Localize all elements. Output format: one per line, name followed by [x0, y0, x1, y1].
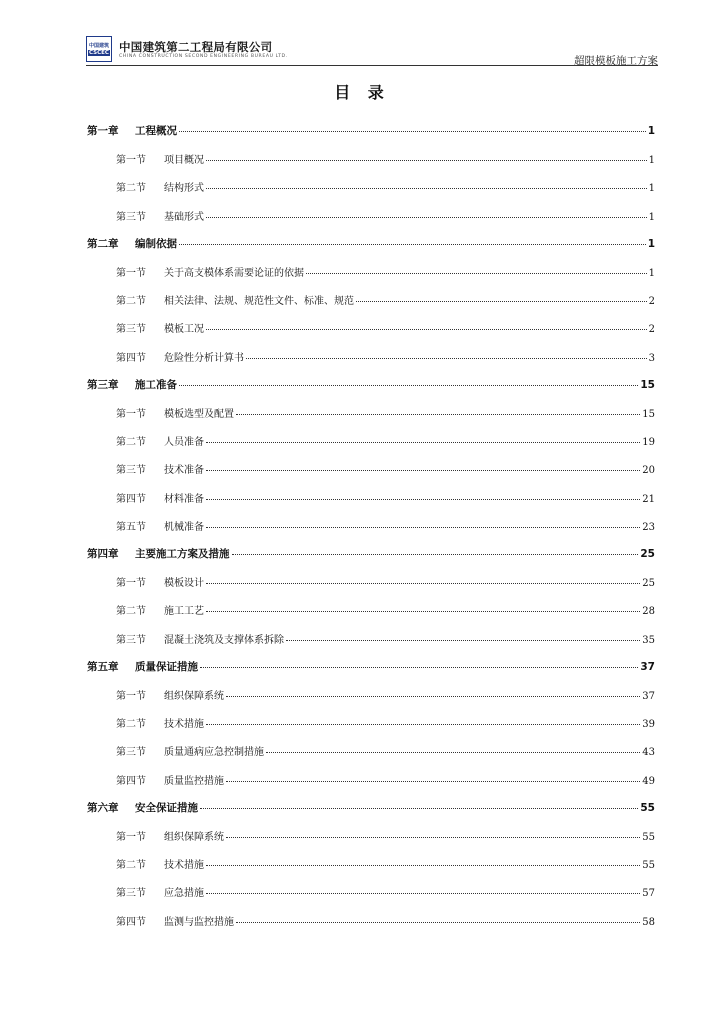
toc-section-entry[interactable]: [116, 743, 655, 759]
toc-dot-leader: [266, 752, 640, 753]
toc-section-entry[interactable]: [116, 715, 655, 731]
toc-entry-number: 第三节: [116, 465, 146, 477]
toc-entry-page: 43: [642, 747, 655, 759]
toc-entry-number: 第二章: [87, 237, 119, 250]
toc-entry-number: 第一节: [116, 409, 146, 420]
toc-chapter-entry[interactable]: [87, 659, 655, 675]
toc-entry-title: 组织保障系统: [164, 691, 224, 702]
toc-section-entry[interactable]: [116, 828, 655, 844]
toc-entry-page: 1: [648, 211, 655, 223]
header-divider: [86, 65, 658, 66]
toc-entry-number: 第二节: [116, 437, 146, 449]
toc-entry-title: 基础形式: [164, 211, 204, 223]
toc-section-entry[interactable]: [116, 405, 655, 421]
logo-bottom-text: CSCEC: [89, 49, 109, 56]
toc-dot-leader: [206, 527, 640, 528]
toc-entry-title: 组织保障系统: [164, 832, 224, 843]
toc-dot-leader: [200, 808, 638, 809]
toc-entry-title: 技术措施: [164, 719, 204, 731]
toc-dot-leader: [206, 442, 640, 443]
toc-entry-page: 55: [642, 860, 655, 872]
toc-dot-leader: [226, 696, 640, 697]
toc-entry-number: 第四节: [116, 493, 146, 505]
toc-chapter-entry[interactable]: [87, 236, 655, 252]
toc-dot-leader: [206, 611, 640, 612]
toc-section-entry[interactable]: [116, 433, 655, 449]
toc-dot-leader: [200, 667, 638, 668]
toc-dot-leader: [206, 724, 640, 725]
toc-entry-number: 第五节: [116, 521, 146, 533]
toc-entry-number: 第三章: [87, 378, 119, 391]
toc-entry-title: 安全保证措施: [135, 801, 198, 814]
toc-dot-leader: [286, 640, 640, 641]
toc-entry-page: 1: [647, 125, 655, 137]
toc-section-entry[interactable]: [116, 518, 655, 534]
toc-entry-number: 第二节: [116, 183, 146, 195]
company-name-en: CHINA CONSTRUCTION SECOND ENGINEERING BUREAU LTD.: [119, 54, 288, 59]
toc-entry-page: 20: [642, 465, 655, 477]
toc-dot-leader: [236, 922, 640, 923]
toc-dot-leader: [206, 160, 647, 161]
toc-dot-leader: [246, 358, 647, 359]
toc-section-entry[interactable]: [116, 320, 655, 336]
toc-entry-title: 编制依据: [135, 237, 177, 250]
toc-entry-number: 第三节: [116, 324, 146, 336]
toc-chapter-entry[interactable]: [87, 546, 655, 562]
toc-entry-title: 施工准备: [135, 378, 177, 391]
toc-section-entry[interactable]: [116, 151, 655, 167]
toc-entry-number: 第三节: [116, 747, 146, 759]
toc-entry-title: 模板设计: [164, 578, 204, 590]
toc-entry-page: 49: [642, 775, 655, 787]
toc-entry-number: 第二节: [116, 296, 146, 308]
toc-entry-page: 25: [640, 548, 655, 560]
toc-entry-number: 第一节: [116, 268, 146, 279]
toc-entry-page: 28: [642, 606, 655, 618]
toc-entry-number: 第六章: [87, 801, 119, 814]
toc-entry-title: 相关法律、法规、规范性文件、标准、规范: [164, 296, 354, 308]
toc-entry-number: 第一节: [116, 832, 146, 843]
toc-entry-number: 第五章: [87, 660, 119, 673]
toc-section-entry[interactable]: [116, 856, 655, 872]
toc-entry-page: 1: [648, 155, 655, 167]
toc-section-entry[interactable]: [116, 461, 655, 477]
toc-heading: 目 录: [334, 83, 390, 102]
toc-entry-page: 1: [647, 237, 655, 250]
toc-section-entry[interactable]: [116, 490, 655, 506]
company-name: 中国建筑第二工程局有限公司: [119, 40, 273, 54]
toc-entry-number: 第三节: [116, 888, 146, 900]
toc-entry-number: 第三节: [116, 634, 146, 646]
toc-entry-title: 项目概况: [164, 155, 204, 167]
toc-entry-page: 55: [642, 832, 655, 843]
toc-section-entry[interactable]: [116, 631, 655, 647]
toc-section-entry[interactable]: [116, 179, 655, 195]
toc-entry-title: 质量保证措施: [135, 660, 198, 673]
toc-entry-title: 技术措施: [164, 860, 204, 872]
toc-entry-title: 机械准备: [164, 521, 204, 533]
toc-section-entry[interactable]: [116, 884, 655, 900]
toc-section-entry[interactable]: [116, 292, 655, 308]
toc-entry-page: 15: [642, 409, 655, 420]
toc-entry-title: 混凝土浇筑及支撑体系拆除: [164, 634, 284, 646]
document-title: 超限模板施工方案: [574, 55, 658, 67]
toc-dot-leader: [206, 217, 647, 218]
toc-dot-leader: [206, 865, 640, 866]
toc-dot-leader: [206, 188, 647, 189]
toc-entry-title: 技术准备: [164, 465, 204, 477]
toc-dot-leader: [232, 554, 639, 555]
toc-dot-leader: [226, 781, 640, 782]
toc-entry-title: 质量通病应急控制措施: [164, 747, 264, 759]
toc-entry-page: 37: [642, 691, 655, 702]
toc-entry-title: 结构形式: [164, 183, 204, 195]
toc-section-entry[interactable]: [116, 602, 655, 618]
toc-dot-leader: [206, 893, 640, 894]
toc-chapter-entry[interactable]: [87, 800, 655, 816]
toc-entry-title: 材料准备: [164, 493, 204, 505]
toc-section-entry[interactable]: [116, 349, 655, 365]
toc-entry-page: 2: [648, 296, 655, 308]
toc-dot-leader: [356, 301, 647, 302]
toc-dot-leader: [306, 273, 647, 274]
toc-section-entry[interactable]: [116, 772, 655, 788]
toc-dot-leader: [206, 470, 640, 471]
toc-entry-title: 模板工况: [164, 324, 204, 336]
toc-entry-title: 施工工艺: [164, 606, 204, 618]
logo-top-text: 中国建筑: [88, 42, 109, 49]
toc-dot-leader: [206, 499, 640, 500]
toc-chapter-entry[interactable]: [87, 123, 655, 139]
toc-entry-number: 第四章: [87, 548, 119, 560]
toc-entry-title: 主要施工方案及措施: [135, 548, 230, 560]
toc-dot-leader: [179, 131, 646, 132]
toc-dot-leader: [179, 385, 638, 386]
toc-dot-leader: [179, 244, 646, 245]
toc-section-entry[interactable]: [116, 913, 655, 929]
toc-entry-page: 57: [642, 888, 655, 900]
toc-entry-page: 35: [642, 634, 655, 646]
toc-entry-page: 15: [640, 378, 655, 391]
toc-entry-page: 37: [640, 660, 655, 673]
toc-entry-page: 1: [648, 268, 655, 279]
toc-entry-number: 第四节: [116, 916, 146, 928]
toc-section-entry[interactable]: [116, 574, 655, 590]
toc-entry-title: 关于高支模体系需要论证的依据: [164, 268, 304, 279]
toc-section-entry[interactable]: [116, 208, 655, 224]
toc-entry-number: 第一节: [116, 578, 146, 590]
toc-entry-title: 质量监控措施: [164, 775, 224, 787]
toc-entry-number: 第四节: [116, 775, 146, 787]
toc-section-entry[interactable]: [116, 264, 655, 280]
toc-entry-page: 3: [648, 352, 655, 364]
toc-entry-title: 监测与监控措施: [164, 916, 234, 928]
toc-dot-leader: [206, 329, 647, 330]
toc-entry-title: 工程概况: [135, 125, 177, 137]
toc-entry-number: 第二节: [116, 860, 146, 872]
toc-entry-number: 第一章: [87, 125, 119, 137]
toc-chapter-entry[interactable]: [87, 377, 655, 393]
toc-entry-title: 应急措施: [164, 888, 204, 900]
company-logo: [86, 36, 112, 62]
page-header: [86, 36, 658, 66]
toc-entry-title: 人员准备: [164, 437, 204, 449]
toc-entry-page: 21: [642, 493, 655, 505]
toc-entry-page: 55: [640, 801, 655, 814]
toc-entry-page: 39: [642, 719, 655, 731]
toc-section-entry[interactable]: [116, 687, 655, 703]
toc-entry-number: 第二节: [116, 606, 146, 618]
toc-dot-leader: [226, 837, 640, 838]
toc-entry-page: 1: [648, 183, 655, 195]
toc-entry-page: 58: [642, 916, 655, 928]
toc-entry-page: 25: [642, 578, 655, 590]
toc-entry-number: 第二节: [116, 719, 146, 731]
toc-entry-title: 危险性分析计算书: [164, 352, 244, 364]
toc-entry-page: 2: [648, 324, 655, 336]
toc-entry-page: 23: [642, 521, 655, 533]
toc-entry-number: 第四节: [116, 352, 146, 364]
toc-entry-number: 第一节: [116, 691, 146, 702]
toc-entry-page: 19: [642, 437, 655, 449]
toc-entry-number: 第一节: [116, 155, 146, 167]
toc-entry-number: 第三节: [116, 211, 146, 223]
toc-dot-leader: [206, 583, 640, 584]
toc-entry-title: 模板选型及配置: [164, 409, 234, 420]
toc-dot-leader: [236, 414, 640, 415]
